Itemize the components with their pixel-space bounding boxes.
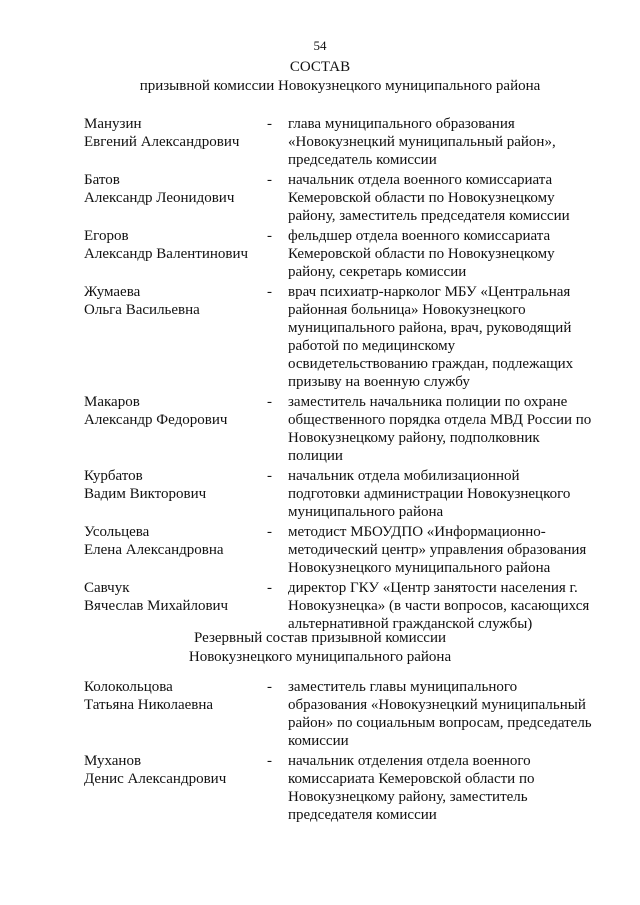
dash-separator: - [267,468,272,484]
member-entry [84,283,594,391]
member-given-names: Александр Федорович [84,412,228,428]
member-name [84,752,264,788]
member-role: заместитель начальника полиции по охране общественного порядка отдела МВД России по Новокузнецкому району, подполковник полиции [288,394,592,464]
dash-separator: - [267,524,272,540]
member-surname: Макаров [84,394,140,410]
member-surname: Муханов [84,753,142,769]
member-role: начальник отдела мобилизационной подготовки администрации Новокузнецкого муниципального района [288,468,571,520]
member-given-names: Евгений Александрович [84,134,240,150]
member-given-names: Елена Александровна [84,542,224,558]
member-entry [84,579,594,633]
dash-separator: - [267,679,272,695]
member-role: врач психиатр-нарколог МБУ «Центральная районная больница» Новокузнецкого муниципального района, врач, руководящий работой по медицинскому освидетельствованию граждан, подлежащих призыву на военную службу [288,284,574,390]
document-subtitle: призывной комиссии Новокузнецкого муниципального района [139,78,541,94]
member-name [84,171,264,207]
member-name [84,467,264,503]
reserve-heading-line: Резервный состав призывной комиссии [193,630,447,646]
dash-separator: - [267,228,272,244]
member-surname: Усольцева [84,524,150,540]
page-number: 54 [313,38,327,53]
member-entry [84,393,594,465]
member-given-names: Вячеслав Михайлович [84,598,229,614]
member-given-names: Вадим Викторович [84,486,207,502]
member-name [84,678,264,714]
member-role: фельдшер отдела военного комиссариата Кемеровской области по Новокузнецкому району, секретарь комиссии [288,228,555,280]
member-role: методист МБОУДПО «Информационно-методический центр» управления образования Новокузнецкого муниципального района [288,524,587,576]
reserve-heading [0,629,640,667]
member-list [84,115,594,635]
reserve-member-entry [84,752,594,824]
reserve-heading-line: Новокузнецкого муниципального района [188,649,452,665]
dash-separator: - [267,116,272,132]
member-surname: Жумаева [84,284,141,300]
dash-separator: - [267,394,272,410]
member-given-names: Александр Валентинович [84,246,249,262]
member-entry [84,523,594,577]
member-surname: Егоров [84,228,129,244]
member-name [84,579,264,615]
member-surname: Манузин [84,116,142,132]
member-name [84,115,264,151]
member-given-names: Денис Александрович [84,771,227,787]
member-surname: Курбатов [84,468,143,484]
member-surname: Савчук [84,580,130,596]
reserve-member-entry [84,678,594,750]
dash-separator: - [267,753,272,769]
member-role: заместитель главы муниципального образования «Новокузнецкий муниципальный район» по социальным вопросам, председатель комиссии [288,679,592,749]
dash-separator: - [267,284,272,300]
member-role: глава муниципального образования «Новокузнецкий муниципальный район», председатель комиссии [288,116,556,168]
member-name [84,523,264,559]
dash-separator: - [267,580,272,596]
member-entry [84,227,594,281]
member-role: начальник отдела военного комиссариата Кемеровской области по Новокузнецкому району, заместитель председателя комиссии [288,172,570,224]
member-surname: Колокольцова [84,679,173,695]
document-title: СОСТАВ [289,59,351,75]
member-role: директор ГКУ «Центр занятости населения г. Новокузнецка» (в части вопросов, касающихся альтернативной гражданской службы) [288,580,590,632]
member-given-names: Александр Леонидович [84,190,235,206]
dash-separator: - [267,172,272,188]
member-name [84,283,264,319]
reserve-member-list [84,678,594,826]
member-entry [84,115,594,169]
member-given-names: Ольга Васильевна [84,302,200,318]
member-entry [84,171,594,225]
member-name [84,393,264,429]
member-name [84,227,264,263]
member-given-names: Татьяна Николаевна [84,697,214,713]
member-role: начальник отделения отдела военного комиссариата Кемеровской области по Новокузнецкому району, заместитель председателя комиссии [288,753,535,823]
member-surname: Батов [84,172,120,188]
member-entry [84,467,594,521]
